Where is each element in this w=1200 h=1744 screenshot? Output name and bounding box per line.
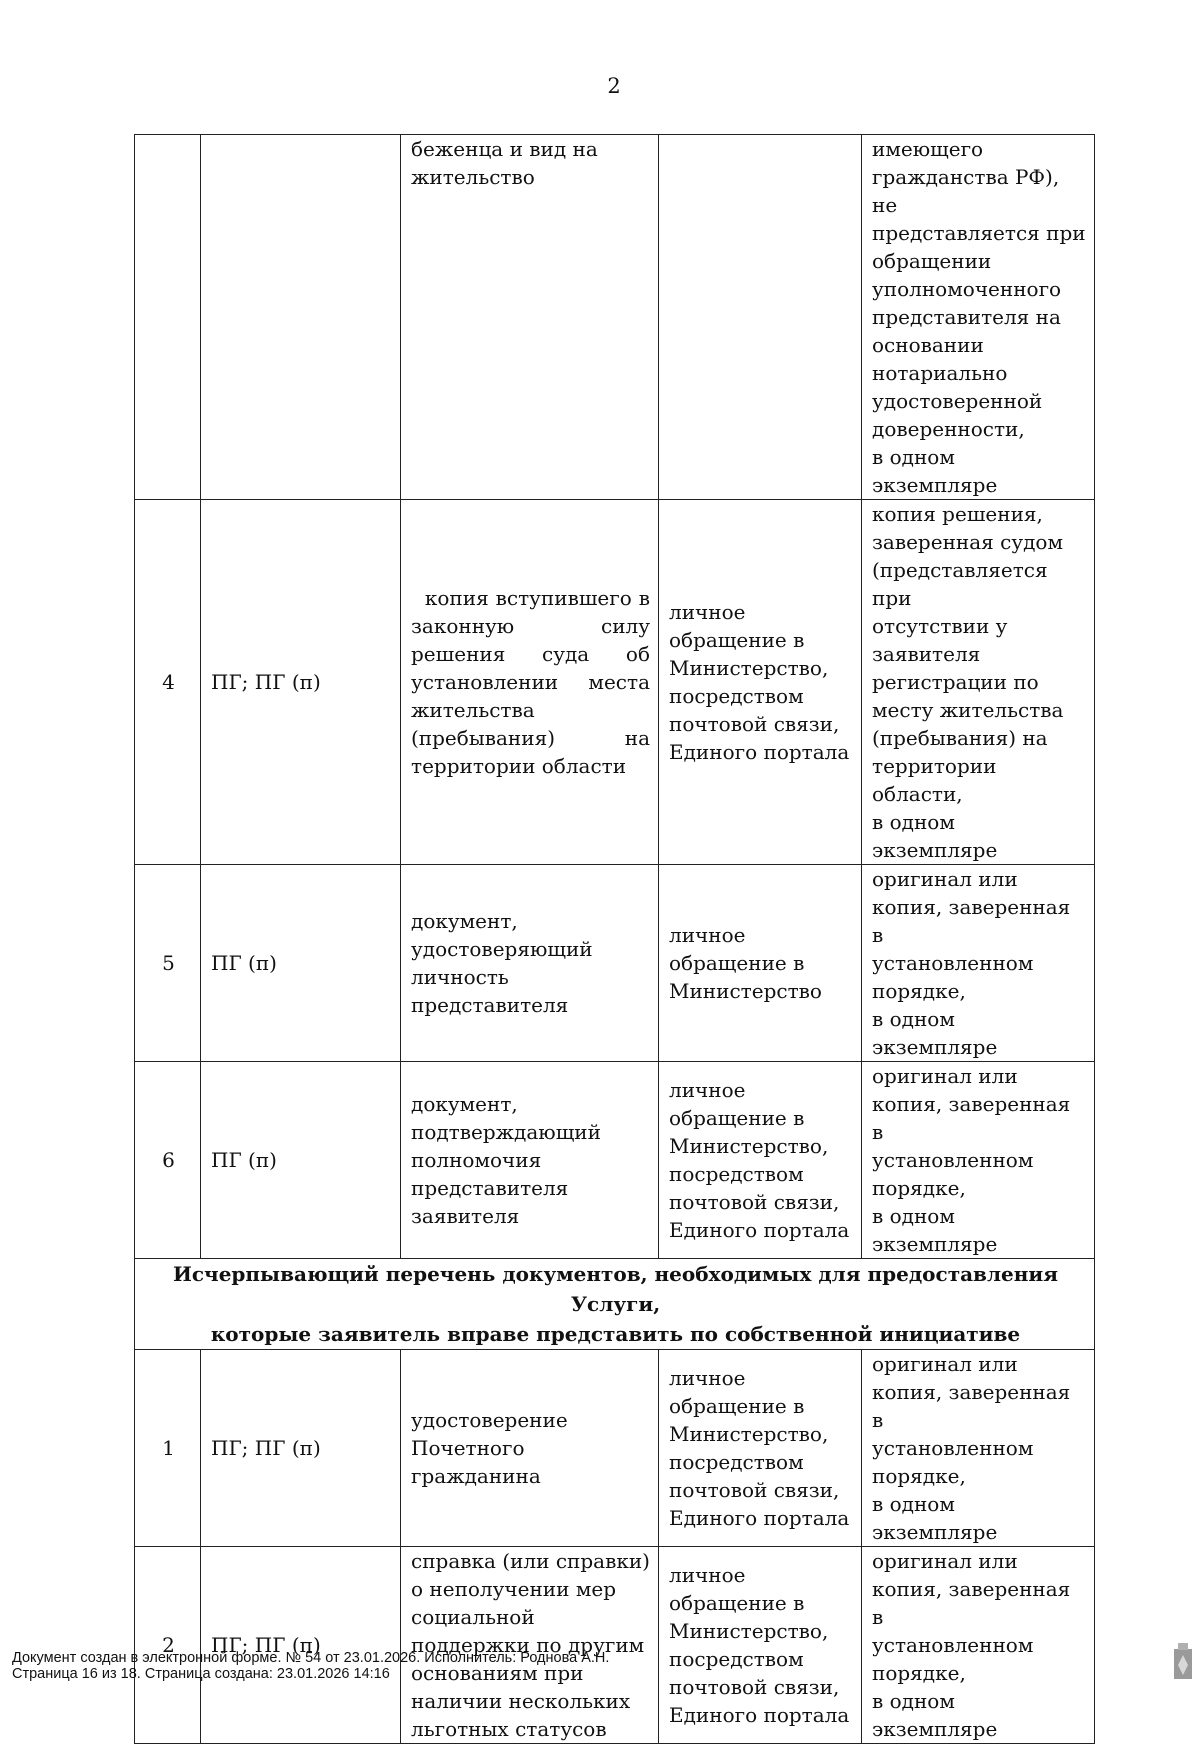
applicant-category: ПГ; ПГ (п): [201, 1547, 401, 1744]
document-name: справка (или справки) о неполучении мер социальной поддержки по другим основаниям при наличии нескольких льготных статусов: [401, 1547, 659, 1744]
row-number: 1: [135, 1350, 201, 1547]
document-footer: [12, 1650, 609, 1682]
page-number: 2: [607, 74, 621, 98]
table-row: [135, 1062, 1095, 1259]
document-name: беженца и вид на жительство: [401, 135, 659, 500]
applicant-category: ПГ; ПГ (п): [201, 1350, 401, 1547]
footer-line-creation: Документ создан в электронной форме. № 54 от 23.01.2026. Исполнитель: Роднова А.Н.: [12, 1650, 610, 1666]
table-row: [135, 865, 1095, 1062]
document-form: оригинал или копия, заверенная в установленном порядке, в одном экземпляре: [862, 865, 1095, 1062]
table-row: [135, 1547, 1095, 1744]
table-row: [135, 1350, 1095, 1547]
row-number: 2: [135, 1547, 201, 1744]
section-header-row: [135, 1259, 1095, 1350]
applicant-category: ПГ (п): [201, 865, 401, 1062]
submission-method: личное обращение в Министерство, посредством почтовой связи, Единого портала: [659, 500, 862, 865]
row-number: 4: [135, 500, 201, 865]
document-form: оригинал или копия, заверенная в установленном порядке, в одном экземпляре: [862, 1062, 1095, 1259]
row-number: 5: [135, 865, 201, 1062]
document-form: копия решения, заверенная судом (представляется при отсутствии у заявителя регистрации по месту жительства (пребывания) на территории области, в одном экземпляре: [862, 500, 1095, 865]
applicant-category: ПГ (п): [201, 1062, 401, 1259]
submission-method: личное обращение в Министерство, посредством почтовой связи, Единого портала: [659, 1547, 862, 1744]
document-form: оригинал или копия, заверенная в установленном порядке, в одном экземпляре: [862, 1547, 1095, 1744]
emblem-icon: [1172, 1641, 1194, 1681]
document-form: оригинал или копия, заверенная в установленном порядке, в одном экземпляре: [862, 1350, 1095, 1547]
document-name: документ, подтверждающий полномочия представителя заявителя: [401, 1062, 659, 1259]
document-form: имеющего гражданства РФ), не представляется при обращении уполномоченного представителя на основании нотариально удостоверенной доверенности, в одном экземпляре: [862, 135, 1095, 500]
submission-method: личное обращение в Министерство: [659, 865, 862, 1062]
document-name: удостоверение Почетного гражданина: [401, 1350, 659, 1547]
applicant-category: ПГ; ПГ (п): [201, 500, 401, 865]
documents-table: [134, 134, 1095, 1744]
document-name: документ, удостоверяющий личность представителя: [401, 865, 659, 1062]
submission-method: личное обращение в Министерство, посредством почтовой связи, Единого портала: [659, 1350, 862, 1547]
row-number: [135, 135, 201, 500]
row-number: 6: [135, 1062, 201, 1259]
table-row: [135, 500, 1095, 865]
section-header: Исчерпывающий перечень документов, необходимых для предоставления Услуги, которые заявитель вправе представить по собственной инициативе: [135, 1259, 1095, 1350]
table-row: [135, 135, 1095, 500]
submission-method: личное обращение в Министерство, посредством почтовой связи, Единого портала: [659, 1062, 862, 1259]
submission-method: [659, 135, 862, 500]
document-name: копия вступившего в законную силу решения суда об установлении места жительства (пребывания) на территории области: [401, 500, 659, 865]
applicant-category: [201, 135, 401, 500]
footer-line-page: Страница 16 из 18. Страница создана: 23.01.2026 14:16: [12, 1666, 390, 1682]
